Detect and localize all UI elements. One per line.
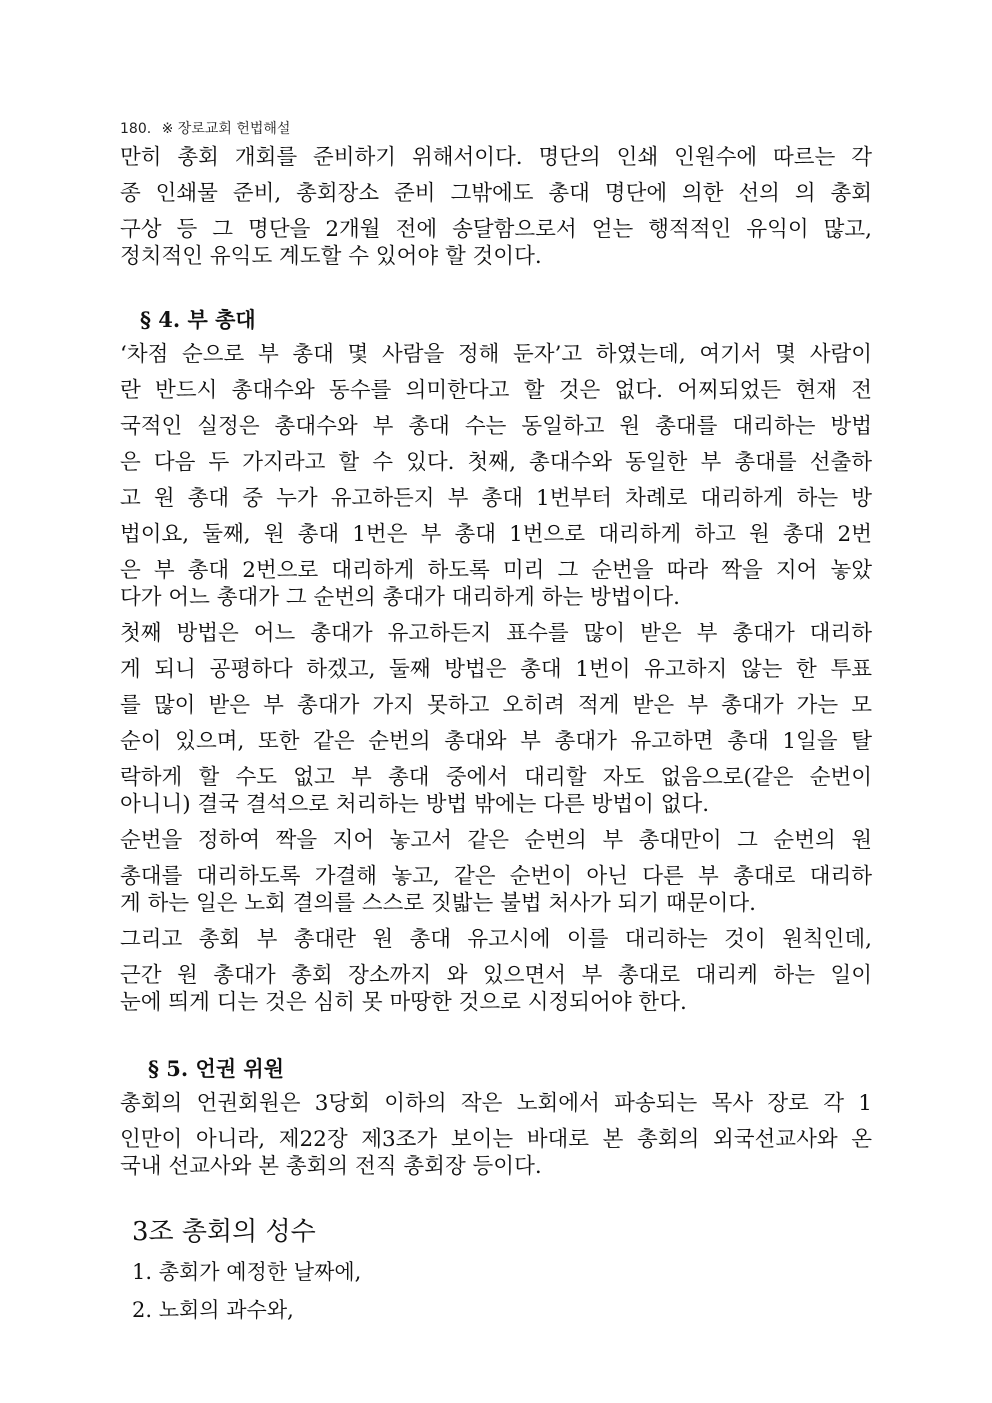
body-line: 순이 있으며, 또한 같은 순번의 총대와 부 총대가 유고하면 총대 1일을 탈 — [120, 729, 872, 754]
body-line: 국적인 실정은 총대수와 부 총대 수는 동일하고 원 총대를 대리하는 방법 — [120, 414, 872, 439]
body-line: 고 원 총대 중 누가 유고하든지 부 총대 1번부터 차례로 대리하게 하는 방 — [120, 486, 872, 511]
body-line: 총회의 언권회원은 3당회 이하의 작은 노회에서 파송되는 목사 장로 각 1 — [120, 1091, 872, 1116]
body-line: 그리고 총회 부 총대란 원 총대 유고시에 이를 대리하는 것이 원칙인데, — [120, 927, 872, 952]
body-line: 인만이 아니라, 제22장 제3조가 보이는 바대로 본 총회의 외국선교사와 온 — [120, 1127, 872, 1152]
article-title: 3조 총회의 성수 — [132, 1217, 316, 1247]
section-heading: § 5. 언권 위원 — [148, 1056, 284, 1081]
page-number: 180. — [120, 121, 152, 137]
body-line: 락하게 할 수도 없고 부 총대 중에서 대리할 자도 없음으로(같은 순번이 — [120, 765, 872, 790]
running-title: ※ 장로교회 헌법해설 — [161, 121, 291, 137]
section-heading: § 4. 부 총대 — [140, 307, 256, 332]
body-line: 법이요, 둘째, 원 총대 1번은 부 총대 1번으로 대리하게 하고 원 총대 2번 — [120, 522, 872, 547]
body-line: 정치적인 유익도 계도할 수 있어야 할 것이다. — [120, 244, 542, 269]
body-line: 총대를 대리하도록 가결해 놓고, 같은 순번이 아닌 다른 부 총대로 대리하 — [120, 864, 872, 889]
body-line: 눈에 띄게 디는 것은 심히 못 마땅한 것으로 시정되어야 한다. — [120, 990, 687, 1015]
body-line: 다가 어느 총대가 그 순번의 총대가 대리하게 하는 방법이다. — [120, 585, 680, 610]
body-line: 를 많이 받은 부 총대가 가지 못하고 오히려 적게 받은 부 총대가 가는 모 — [120, 693, 872, 718]
body-line: ‘차점 순으로 부 총대 몇 사람을 정해 둔자’고 하였는데, 여기서 몇 사람이 — [120, 342, 872, 367]
list-item: 2. 노회의 과수와, — [132, 1298, 294, 1322]
body-line: 국내 선교사와 본 총회의 전직 총회장 등이다. — [120, 1154, 542, 1179]
body-line: 은 부 총대 2번으로 대리하게 하도록 미리 그 순번을 따라 짝을 지어 놓았 — [120, 558, 872, 583]
body-line: 게 되니 공평하다 하겠고, 둘째 방법은 총대 1번이 유고하지 않는 한 투표 — [120, 657, 872, 682]
body-line: 은 다음 두 가지라고 할 수 있다. 첫째, 총대수와 동일한 부 총대를 선출하 — [120, 450, 872, 475]
body-line: 만히 총회 개회를 준비하기 위해서이다. 명단의 인쇄 인원수에 따르는 각 — [120, 145, 872, 170]
body-line: 순번을 정하여 짝을 지어 놓고서 같은 순번의 부 총대만이 그 순번의 원 — [120, 828, 872, 853]
body-line: 첫째 방법은 어느 총대가 유고하든지 표수를 많이 받은 부 총대가 대리하 — [120, 621, 872, 646]
body-line: 구상 등 그 명단을 2개월 전에 송달함으로서 얻는 행적적인 유익이 많고, — [120, 217, 872, 242]
body-line: 아니니) 결국 결석으로 처리하는 방법 밖에는 다른 방법이 없다. — [120, 792, 710, 817]
body-line: 종 인쇄물 준비, 총회장소 준비 그밖에도 총대 명단에 의한 선의 의 총회 — [120, 181, 872, 206]
body-line: 란 반드시 총대수와 동수를 의미한다고 할 것은 없다. 어찌되었든 현재 전 — [120, 378, 872, 403]
list-item: 1. 총회가 예정한 날짜에, — [132, 1260, 362, 1284]
body-line: 게 하는 일은 노회 결의를 스스로 짓밟는 불법 처사가 되기 때문이다. — [120, 891, 756, 916]
body-line: 근간 원 총대가 총회 장소까지 와 있으면서 부 총대로 대리케 하는 일이 — [120, 963, 872, 988]
page-header — [120, 118, 290, 138]
